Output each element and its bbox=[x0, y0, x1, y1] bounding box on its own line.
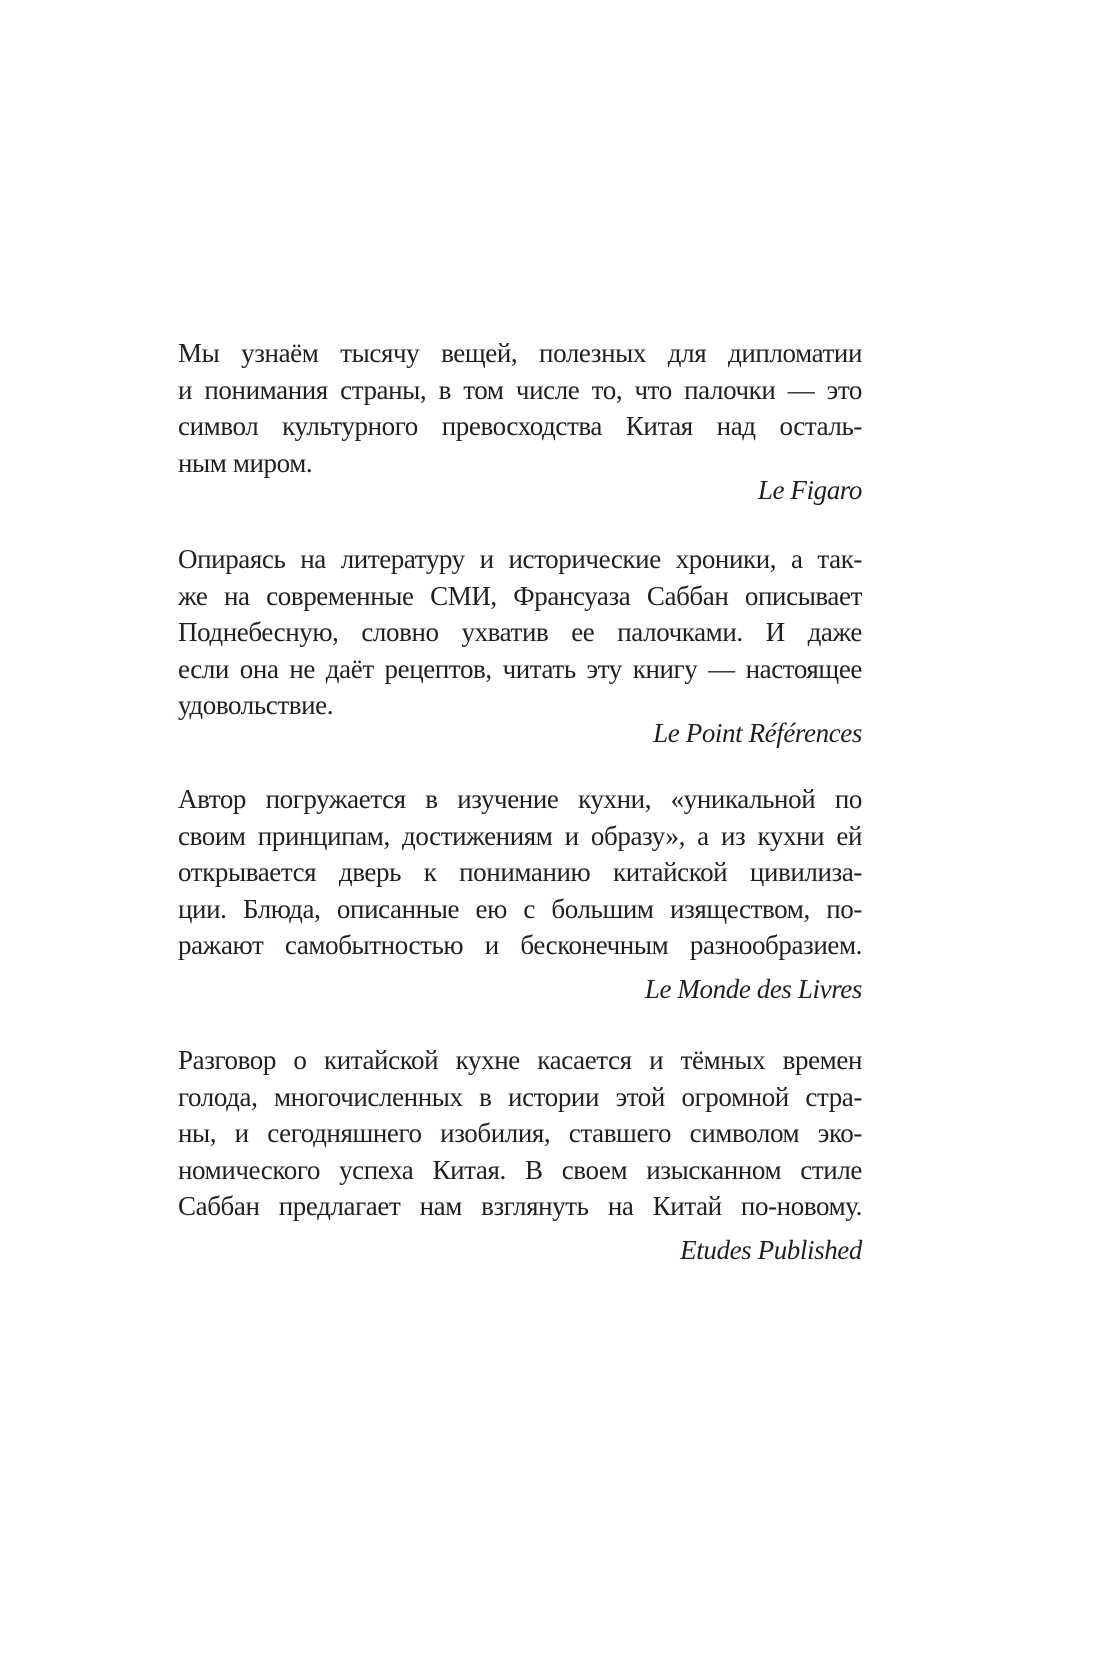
quote-line: и понимания страны, в том числе то, что палочки — это bbox=[178, 374, 862, 405]
quote-line: Автор погружается в изучение кухни, «уникальной по bbox=[178, 784, 862, 814]
review-quote-le-point bbox=[178, 541, 862, 750]
quote-source: Le Figaro bbox=[757, 475, 862, 506]
quote-line: Опираясь на литературу и исторические хроники, а так- bbox=[178, 544, 862, 574]
quote-line: удовольствие. bbox=[178, 690, 334, 721]
quote-line: ным миром. bbox=[178, 447, 313, 478]
review-quote-le-monde bbox=[178, 781, 862, 1006]
review-quote-le-figaro bbox=[178, 335, 862, 507]
review-quote-etudes bbox=[178, 1042, 862, 1267]
quote-source: Le Monde des Livres bbox=[644, 973, 862, 1004]
quote-line: Разговор о китайской кухне касается и тёмных времен bbox=[178, 1045, 862, 1075]
quote-line: ны, и сегодняшнего изобилия, ставшего символом эко- bbox=[178, 1118, 862, 1149]
quote-line: если она не даёт рецептов, читать эту книгу — настоящее bbox=[178, 653, 862, 684]
quote-line: ции. Блюда, описанные ею с большим изяществом, по- bbox=[178, 893, 862, 924]
quote-source: Etudes Published bbox=[680, 1234, 862, 1265]
quote-line: же на современные СМИ, Франсуаза Саббан описывает bbox=[178, 580, 862, 611]
quote-line: своим принципам, достижениям и образу», а из кухни ей bbox=[178, 820, 862, 851]
quote-line: голода, многочисленных в истории этой огромной стра- bbox=[178, 1081, 862, 1112]
quote-line: символ культурного превосходства Китая над осталь- bbox=[178, 411, 862, 442]
quote-line: Мы узнаём тысячу вещей, полезных для дипломатии bbox=[178, 338, 862, 368]
quote-line: Поднебесную, словно ухватив ее палочками. И даже bbox=[178, 617, 862, 648]
quote-line: ражают самобытностью и бесконечным разнообразием. bbox=[178, 930, 862, 961]
quote-source: Le Point Références bbox=[653, 717, 862, 748]
quote-line: открывается дверь к пониманию китайской цивилиза- bbox=[178, 857, 862, 888]
quote-line: номического успеха Китая. В своем изысканном стиле bbox=[178, 1154, 862, 1185]
quote-line: Саббан предлагает нам взглянуть на Китай по-новому. bbox=[178, 1191, 862, 1222]
